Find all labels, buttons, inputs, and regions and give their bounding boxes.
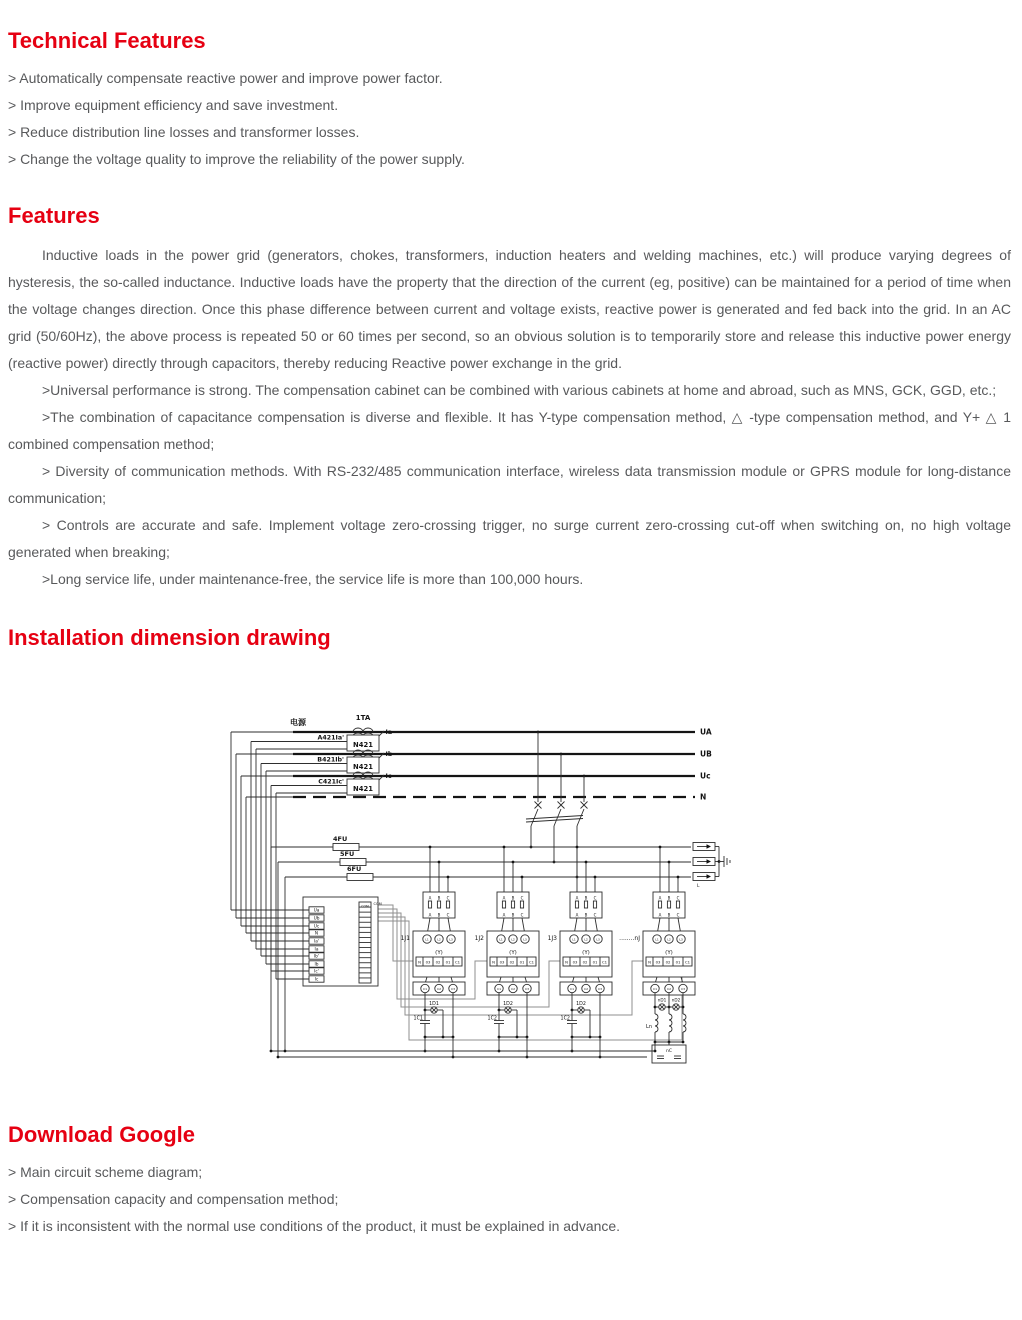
svg-text:01: 01 [675, 959, 681, 965]
svg-text:A: A [428, 895, 432, 901]
svg-text:A: A [575, 912, 579, 918]
section-title-features: Features [8, 203, 100, 228]
junction-dot [277, 1056, 280, 1059]
junction-dot [284, 1050, 287, 1053]
feature-paragraph: Inductive loads in the power grid (generators, chokes, transformers, induction heaters and welding machines, etc.) will produce varying degrees of hysteresis, the so-called inductance. Inductive loads have the property that the direction of the current (eg, positive) can be maintained for a period of time when the voltage changes direction. Once this phase difference between current and voltage exists, reactive power is generated and fed back into the grid. In an AC grid (50/60Hz), the above process is repeated 50 or 60 times per second, so an obvious solution is to temporarily store and release this inductive power energy (reactive power) directly through capacitors, thereby reducing Reactive power exchange in the grid. [8, 247, 1011, 371]
section-title-download: Download Google [8, 1122, 195, 1147]
svg-text:A: A [658, 895, 662, 901]
svg-text:C: C [593, 912, 597, 918]
tech-features-list [8, 65, 1011, 173]
com-label: COM [373, 902, 382, 906]
junction-dot [585, 861, 588, 864]
ct-secondary-label: Ic [385, 773, 392, 780]
branch-label: ........nJ [619, 935, 640, 942]
svg-text:L3: L3 [679, 937, 683, 942]
feature-paragraph: >Universal performance is strong. The compensation cabinet can be combined with various cabinets at home and abroad, such as MNS, GCK, GGD, etc.; [42, 382, 997, 398]
svg-text:A: A [502, 895, 506, 901]
feature-paragraph: > Controls are accurate and safe. Implement voltage zero-crossing trigger, no surge current zero-crossing cut-off when switching on, no high voltage generated when breaking; [8, 517, 1011, 560]
bullet-item: > Change the voltage quality to improve the reliability of the power supply. [8, 151, 465, 167]
svg-text:L2: L2 [511, 937, 515, 942]
download-list [8, 1159, 1011, 1240]
module-symbol: (Y) [665, 950, 673, 956]
capacitor-label: 1C1 [413, 1016, 423, 1022]
svg-text:L2: L2 [437, 937, 441, 942]
svg-text:B: B [667, 912, 671, 918]
ct-tap-label: B421Ib' [317, 756, 344, 764]
controller-terminal-label: Ia [314, 947, 319, 953]
bullet-item: > Improve equipment efficiency and save investment. [8, 97, 339, 113]
svg-text:C: C [520, 912, 524, 918]
junction-dot [682, 1041, 685, 1044]
svg-text:N: N [418, 959, 421, 965]
branch-label: 1J2 [474, 935, 484, 942]
svg-text:C3: C3 [597, 986, 603, 991]
svg-text:B: B [511, 912, 515, 918]
bus-label: Uc [700, 771, 711, 781]
svg-text:C2: C2 [666, 986, 672, 991]
section-title-installation: Installation dimension drawing [8, 625, 331, 650]
svg-text:B: B [511, 895, 515, 901]
svg-text:A: A [502, 912, 506, 918]
junction-dot [512, 861, 515, 864]
module-symbol: (Y) [582, 950, 590, 956]
bullet-item: > If it is inconsistent with the normal use conditions of the product, it must be explained in advance. [8, 1218, 621, 1234]
bullet-item: > Automatically compensate reactive power and improve power factor. [8, 70, 443, 86]
junction-dot [576, 846, 579, 849]
capacitor-label: 1C2 [560, 1016, 570, 1022]
com-label: COM [361, 904, 369, 909]
svg-text:L1: L1 [572, 937, 576, 942]
svg-text:01: 01 [445, 959, 451, 965]
features-body [8, 242, 1011, 593]
controller-terminal-label: Ib' [313, 954, 320, 960]
svg-text:02: 02 [435, 959, 441, 965]
controller-terminal-label: Ua [313, 908, 320, 914]
arrester-label: L [697, 884, 700, 889]
svg-text:C: C [446, 912, 450, 918]
svg-text:L3: L3 [523, 937, 527, 942]
svg-text:03: 03 [572, 959, 578, 965]
svg-text:C3: C3 [680, 986, 686, 991]
junction-dot [429, 846, 432, 849]
bullet-item: > Reduce distribution line losses and transformer losses. [8, 124, 360, 140]
reactor-label: Ln [646, 1024, 652, 1030]
svg-text:03: 03 [655, 959, 661, 965]
module-symbol: (Y) [509, 950, 517, 956]
svg-text:C2: C2 [510, 986, 516, 991]
bus-label: UB [700, 749, 712, 759]
svg-text:L1: L1 [655, 937, 659, 942]
junction-dot [438, 861, 441, 864]
controller-terminal-label: N [314, 931, 319, 937]
junction-dot [503, 846, 506, 849]
lamp-label: nD2 [671, 997, 681, 1003]
capacitor-bank-n [652, 1045, 686, 1063]
svg-text:C1: C1 [569, 986, 575, 991]
feature-paragraph: > Diversity of communication methods. With RS-232/485 communication interface, wireless data transmission module or GPRS module for long-distance communication; [8, 463, 1011, 506]
svg-text:01: 01 [519, 959, 525, 965]
fuse-label: 5FU [340, 850, 355, 858]
ct-tap-label: A421Ia' [317, 734, 344, 742]
svg-text:B: B [437, 895, 441, 901]
svg-text:N: N [648, 959, 651, 965]
controller-terminal-label: Uc [313, 924, 320, 930]
ct-name: N421 [353, 785, 373, 793]
capacitor-label: nC [666, 1049, 672, 1054]
power-source-label: 电源 [290, 718, 306, 727]
svg-text:L1: L1 [499, 937, 503, 942]
junction-dot [659, 846, 662, 849]
svg-text:L2: L2 [584, 937, 588, 942]
svg-text:02: 02 [665, 959, 671, 965]
ct-secondary-label: Ia [385, 729, 393, 736]
installation-diagram [223, 699, 738, 1069]
controller-terminal-label: Ic' [314, 969, 319, 975]
svg-text:C3: C3 [450, 986, 456, 991]
svg-text:C1: C1 [422, 986, 428, 991]
svg-text:C: C [676, 912, 680, 918]
svg-text:C3: C3 [524, 986, 530, 991]
diagram-area [8, 650, 1011, 1074]
svg-text:02: 02 [509, 959, 515, 965]
svg-text:L3: L3 [449, 937, 453, 942]
fuse-label: 4FU [333, 835, 348, 843]
svg-text:02: 02 [582, 959, 588, 965]
svg-text:L2: L2 [667, 937, 671, 942]
svg-text:C1: C1 [528, 959, 535, 965]
svg-text:C2: C2 [583, 986, 589, 991]
fuse-label: 6FU [347, 865, 362, 873]
feature-paragraph: >Long service life, under maintenance-free, the service life is more than 100,000 hours. [42, 571, 584, 587]
svg-text:C1: C1 [496, 986, 502, 991]
controller-terminal-label: Ia' [313, 939, 320, 945]
svg-text:03: 03 [425, 959, 431, 965]
ct-tap-label: C421Ic' [318, 778, 344, 786]
svg-text:C1: C1 [652, 986, 658, 991]
svg-text:L3: L3 [596, 937, 600, 942]
junction-dot [516, 1036, 519, 1039]
svg-text:L1: L1 [425, 937, 429, 942]
svg-text:B: B [437, 912, 441, 918]
bus-label: N [700, 792, 707, 802]
feature-paragraph: >The combination of capacitance compensation is diverse and flexible. It has Y-type compensation method, △ -type compensation method, and Y+ △ 1 combined compensation method; [8, 409, 1011, 452]
junction-dot [589, 1036, 592, 1039]
svg-text:C: C [676, 895, 680, 901]
lamp-label: nD1 [657, 997, 667, 1003]
svg-text:A: A [658, 912, 662, 918]
svg-text:C: C [446, 895, 450, 901]
junction-dot [270, 1050, 273, 1053]
svg-text:N: N [492, 959, 495, 965]
module-symbol: (Y) [435, 950, 443, 956]
svg-text:01: 01 [592, 959, 598, 965]
svg-text:C1: C1 [684, 959, 691, 965]
svg-text:A: A [428, 912, 432, 918]
junction-dot [677, 876, 680, 879]
svg-text:C1: C1 [454, 959, 461, 965]
junction-dot [668, 861, 671, 864]
lamp-label: 1D2 [503, 1001, 513, 1007]
svg-text:03: 03 [499, 959, 505, 965]
svg-text:C: C [520, 895, 524, 901]
svg-text:A: A [575, 895, 579, 901]
svg-text:C: C [593, 895, 597, 901]
svg-text:C1: C1 [601, 959, 608, 965]
svg-text:B: B [584, 895, 588, 901]
ct-group-label: 1TA [355, 714, 371, 722]
section-title-technical-features: Technical Features [8, 28, 206, 53]
branch-label: 1J1 [400, 935, 410, 942]
fuse-box [347, 874, 373, 881]
branch-label: 1J3 [547, 935, 557, 942]
bullet-item: > Compensation capacity and compensation method; [8, 1191, 339, 1207]
svg-text:B: B [584, 912, 588, 918]
junction-dot [442, 1036, 445, 1039]
ct-name: N421 [353, 741, 373, 749]
junction-dot [521, 876, 524, 879]
svg-text:N: N [565, 959, 568, 965]
junction-dot [594, 876, 597, 879]
bus-label: UA [700, 727, 712, 737]
controller-terminal-label: Ib [314, 962, 319, 968]
controller-terminal-label: Ic [314, 977, 319, 983]
svg-text:B: B [667, 895, 671, 901]
ct-name: N421 [353, 763, 373, 771]
controller-terminal-label: Ub [313, 916, 320, 922]
capacitor-label: 1C2 [487, 1016, 497, 1022]
ct-secondary-label: Ib [385, 751, 393, 758]
lamp-label: 1D2 [576, 1001, 586, 1007]
bullet-item: > Main circuit scheme diagram; [8, 1164, 203, 1180]
svg-text:C2: C2 [436, 986, 442, 991]
lamp-label: 1D1 [429, 1001, 439, 1007]
junction-dot [447, 876, 450, 879]
